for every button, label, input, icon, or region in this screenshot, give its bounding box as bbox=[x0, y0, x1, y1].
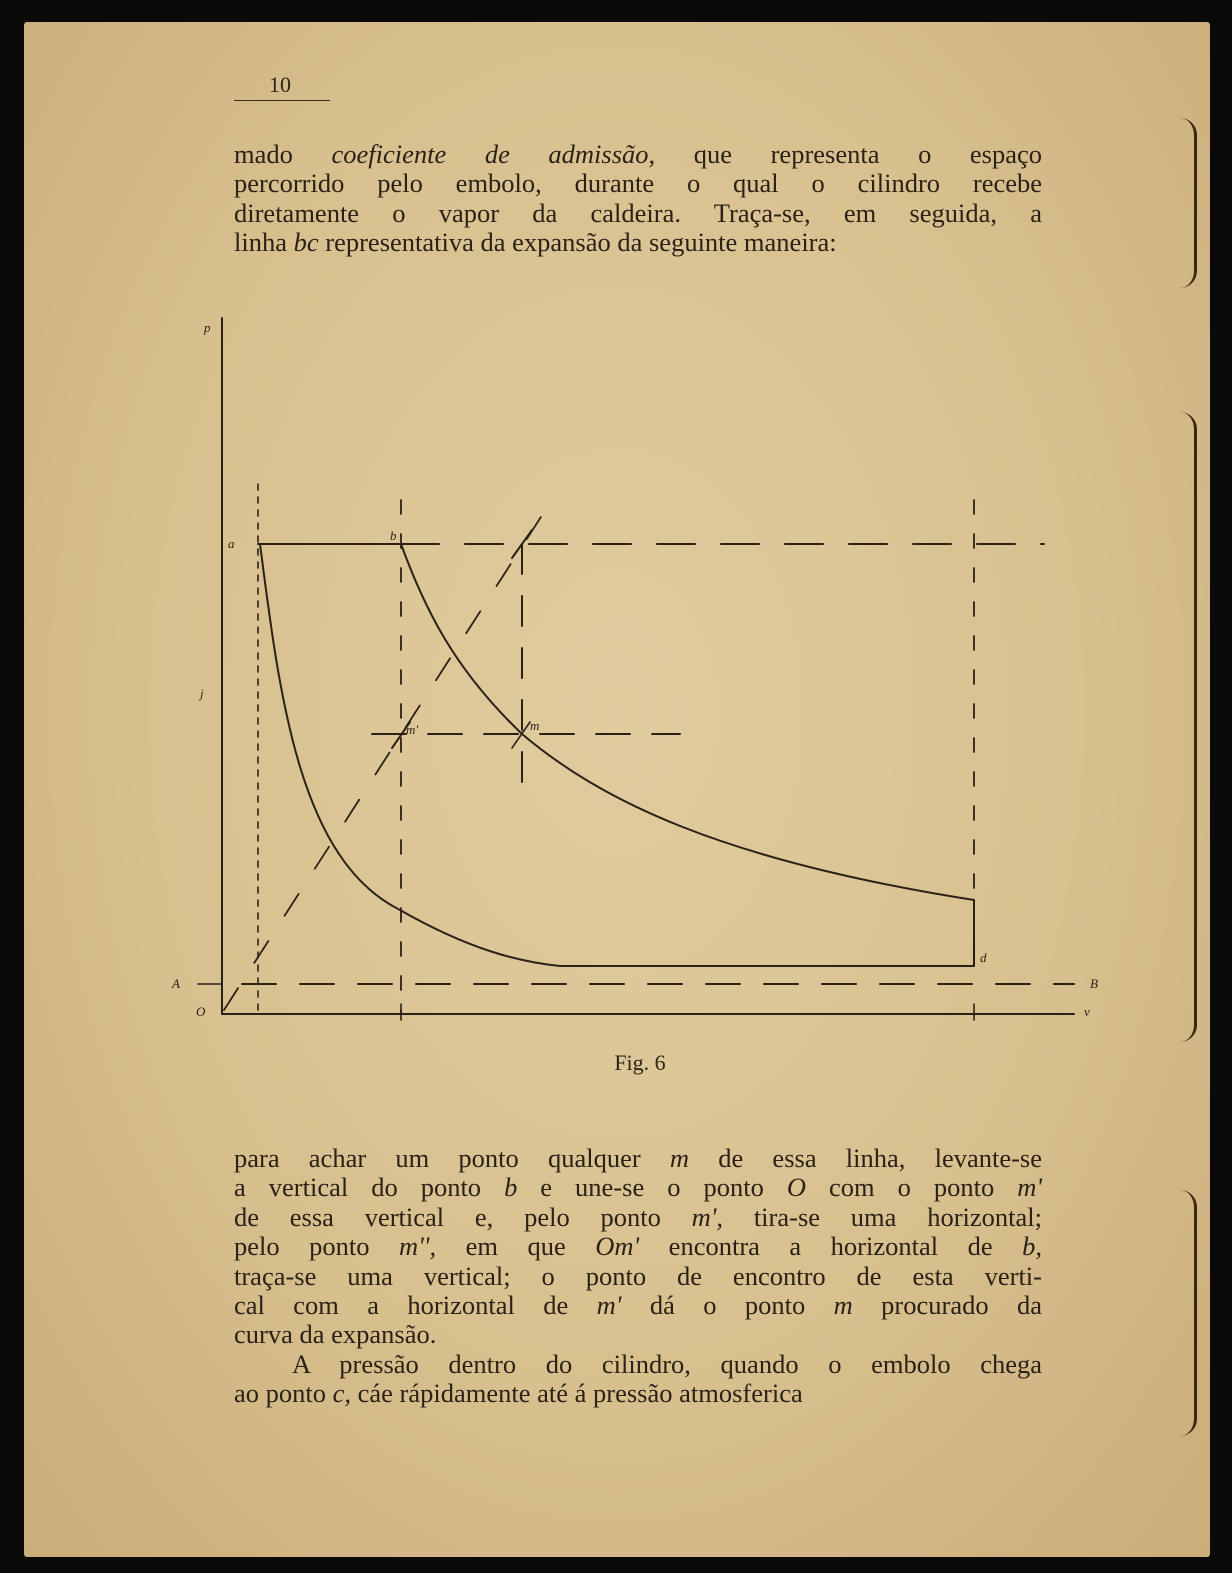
text-line: percorrido pelo embolo, durante o qual o cilindro recebe bbox=[234, 168, 1042, 199]
italic-term: bc bbox=[293, 227, 319, 258]
diagonal-construction-line bbox=[224, 506, 548, 1010]
d-point-label: d bbox=[980, 950, 987, 965]
text-line: curva da expansão. bbox=[234, 1319, 437, 1350]
A-label: A bbox=[172, 976, 180, 991]
text-line: a vertical do ponto b e une-se o ponto O com o ponto m' bbox=[234, 1172, 1042, 1203]
text-line: traça-se uma vertical; o ponto de encontro de esta verti- bbox=[234, 1260, 1042, 1291]
m-prime-label: m' bbox=[406, 722, 419, 737]
expansion-curve bbox=[401, 544, 974, 900]
italic-term: c, bbox=[332, 1378, 352, 1409]
figure-caption: Fig. 6 bbox=[614, 1050, 666, 1075]
text-line: de essa vertical e, pelo ponto m', tira-se uma horizontal; bbox=[234, 1201, 1042, 1232]
p-axis-label: p bbox=[204, 320, 211, 335]
text-line: para achar um ponto qualquer m de essa linha, levante-se bbox=[234, 1143, 1042, 1173]
text-line: linha bc representativa da expansão da seguinte maneira: bbox=[234, 227, 837, 258]
page-number: 10 bbox=[269, 72, 291, 97]
italic-term: b bbox=[504, 1172, 518, 1203]
italic-term: O bbox=[786, 1172, 806, 1203]
italic-term: Om' bbox=[595, 1231, 640, 1262]
italic-term: m' bbox=[1017, 1172, 1042, 1203]
paragraph-2 bbox=[234, 1144, 1042, 1350]
text-line: diretamente o vapor da caldeira. Traça-se, em seguida, a bbox=[234, 197, 1042, 228]
italic-term: m', bbox=[691, 1201, 724, 1232]
page-edge-binding-top bbox=[1180, 118, 1197, 288]
compression-curve bbox=[260, 544, 560, 966]
italic-term: m bbox=[833, 1290, 853, 1321]
page-edge-binding-mid bbox=[1180, 412, 1197, 1042]
italic-term: m'', bbox=[398, 1231, 437, 1262]
paragraph-3 bbox=[234, 1350, 1042, 1409]
b-point-label: b bbox=[390, 528, 397, 543]
italic-term: m' bbox=[596, 1290, 622, 1321]
italic-term: coeficiente de admissão, bbox=[331, 139, 656, 169]
italic-term: m bbox=[669, 1143, 690, 1173]
text-line: mado coeficiente de admissão, que representa o espaço bbox=[234, 139, 1043, 169]
v-axis-label: v bbox=[1084, 1004, 1090, 1019]
j-mark-label: j bbox=[200, 686, 204, 701]
O-origin-label: O bbox=[196, 1004, 206, 1019]
text-line: A pressão dentro do cilindro, quando o embolo chega bbox=[292, 1349, 1042, 1379]
page-edge-binding-bottom bbox=[1180, 1190, 1197, 1436]
m-point-label: m bbox=[530, 718, 540, 733]
italic-term: b, bbox=[1022, 1231, 1042, 1262]
B-label: B bbox=[1090, 976, 1098, 991]
text-line: cal com a horizontal de m' dá o ponto m procurado da bbox=[234, 1290, 1042, 1321]
text-line: ao ponto c, cáe rápidamente até á pressão atmosferica bbox=[234, 1378, 803, 1409]
a-point-label: a bbox=[228, 536, 235, 551]
text-line: pelo ponto m'', em que Om' encontra a horizontal de b, bbox=[234, 1231, 1042, 1262]
